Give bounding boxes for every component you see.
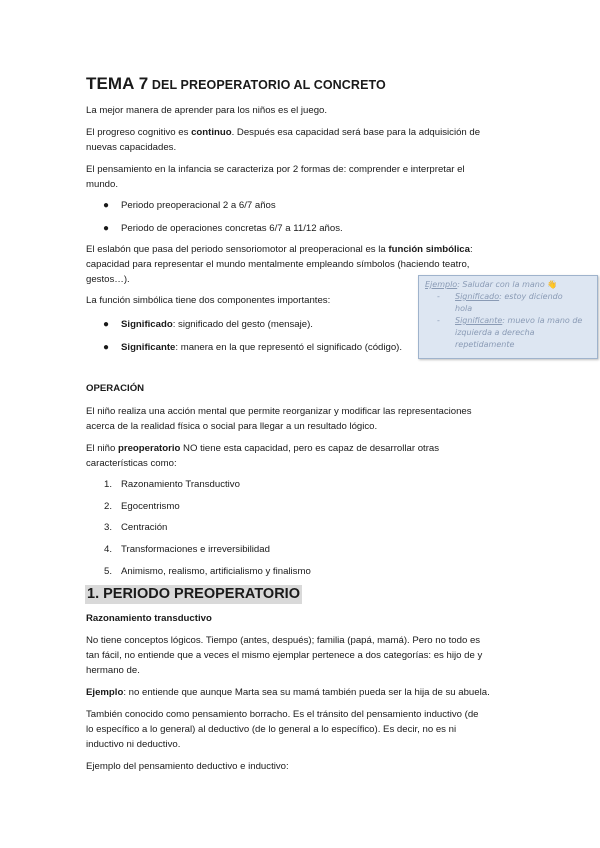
bullet-icon: ● — [103, 319, 110, 330]
paragraph-conceptos: No tiene conceptos lógicos. Tiempo (antes, después); familia (papá, mamá). Pero no todo es tan fácil, no entiende que a veces el mismo ejemplar pertenece a dos categorías: es hijo de y hermano de. — [86, 635, 483, 676]
waving-hand-icon: 👋 — [547, 280, 558, 289]
bold-continuo: continuo — [191, 127, 232, 138]
paragraph-operacion: El niño realiza una acción mental que permite reorganizar y modificar las representaciones acerca de la realidad física o social para llegar a un resultado lógico. — [86, 406, 472, 432]
paragraph-pensamiento: El pensamiento en la infancia se caracteriza por 2 formas de: comprender e interpretar el mundo. — [86, 164, 465, 190]
page-title — [86, 74, 386, 94]
paragraph-funcion-simbolica: El eslabón que pasa del periodo sensoriomotor al preoperacional es la función simbólica: capacidad para representar el mundo mentalmente empleando símbolos (haciendo teatro, gestos…). — [86, 244, 473, 285]
bullet-icon: ● — [103, 342, 110, 353]
paragraph-progreso: El progreso cognitivo es continuo. Después esa capacidad será base para la adquisición de nuevas capacidades. — [86, 127, 481, 153]
paragraph-borracho: También conocido como pensamiento borracho. Es el tránsito del pensamiento inductivo (de lo específico a lo general) al deductivo (de lo general a lo específico). Es decir, no es ni inductivo ni deductivo. — [86, 709, 479, 750]
subheading-razonamiento: Razonamiento transductivo — [86, 613, 212, 624]
note-item: - Significado: estoy diciendo hola — [437, 292, 563, 313]
paragraph-ejemplo: Ejemplo: no entiende que aunque Marta sea su mamá también pueda ser la hija de su abuela. — [86, 687, 490, 698]
heading-operacion: OPERACIÓN — [86, 383, 145, 394]
sticky-note-comment[interactable]: Ejemplo: Saludar con la mano 👋 - Significado: estoy diciendo hola - Significante: muevo la mano de izquierda a derecha repetidamente — [418, 275, 598, 359]
bold-ejemplo: Ejemplo — [86, 687, 124, 698]
paragraph-deductivo: Ejemplo del pensamiento deductivo e inductivo: — [86, 761, 289, 772]
title-number: TEMA 7 — [86, 74, 149, 93]
paragraph-juego: La mejor manera de aprender para los niños es el juego. — [86, 105, 328, 116]
bullet-icon: ● — [103, 223, 110, 234]
note-item: - Significante: muevo la mano de izquierda a derecha repetidamente — [437, 316, 583, 349]
section-heading: 1. PERIODO PREOPERATORIO — [87, 586, 300, 602]
bold-funcion-simbolica: función simbólica — [388, 244, 470, 255]
title-text: DEL PREOPERATORIO AL CONCRETO — [148, 78, 386, 92]
bullet-icon: ● — [103, 200, 110, 211]
paragraph-preoperatorio: El niño preoperatorio NO tiene esta capacidad, pero es capaz de desarrollar otras características como: — [86, 443, 440, 469]
bold-preoperatorio: preoperatorio — [118, 443, 181, 454]
paragraph-componentes: La función simbólica tiene dos componentes importantes: — [86, 295, 331, 306]
document-page: TEMA 7 DEL PREOPERATORIO AL CONCRETO La mejor manera de aprender para los niños es el juego. El progreso cognitivo es continuo. Después esa capacidad será base para la adquisición de nuevas capacidades. El pensamiento en la infancia se caracteriza por 2 formas de: comprender e interpretar el mundo. ● Periodo preoperacional 2 a 6/7 años ● Periodo de operaciones concretas 6/7 a 11/12 años. El eslabón que pasa del periodo sensoriomotor al preoperacional es la función simbólica: capacidad para representar el mundo mentalmente empleando símbolos (haciendo teatro, gestos…). La función simbólica tiene dos componentes importantes: ● Significado: significado del gesto (mensaje). ● Significante: manera en la que representó el significado (código). Ejemplo: Saludar con la mano 👋 - Significado: estoy diciendo hola - Significante: muevo la mano de izquierda a derecha repetidamente OPERACIÓN El niño realiza una acción mental que permite reorganizar y modificar las representaciones acerca de la realidad física o social para llegar a un resultado lógico. El niño preoperatorio NO tiene esta capacidad, pero es capaz de desarrollar otras características como: 1. Razonamiento Transductivo 2. Egocentrismo 3. Centración 4. Transformaciones e irreversibilidad 5. Animismo, realismo, artificialismo y finalismo 1. PERIODO PREOPERATORIO Razonamiento transductivo No tiene conceptos lógicos. Tiempo (antes, después); familia (papá, mamá). Pero no todo es tan fácil, no entiende que a veces el mismo ejemplar pertenece a dos categorías: es hijo de y hermano de. Ejemplo: no entiende que aunque Marta sea su mamá también pueda ser la hija de su abuela. También conocido como pensamiento borracho. Es el tránsito del pensamiento inductivo (de lo específico a lo general) al deductivo (de lo general a lo específico). Es decir, no es ni inductivo ni deductivo. Ejemplo del pensamiento deductivo e inductivo: — [0, 0, 600, 848]
